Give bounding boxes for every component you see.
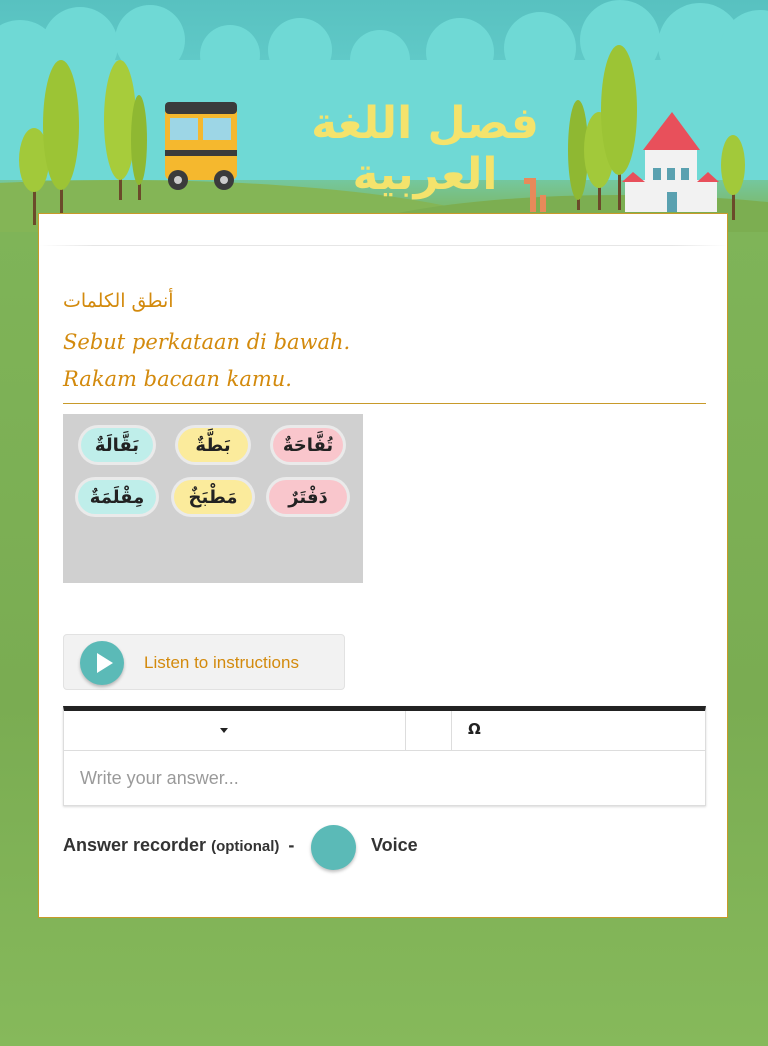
word-cloud: بَقَّالَةٌ	[81, 428, 153, 462]
answer-input[interactable]	[64, 751, 705, 805]
recorder-dash: -	[288, 835, 295, 855]
format-dropdown[interactable]	[64, 711, 406, 750]
recorder-optional-text: (optional)	[211, 838, 280, 855]
instruction-divider	[63, 403, 706, 404]
word-cloud: مِقْلَمَةٌ	[78, 480, 156, 514]
header-banner	[0, 0, 768, 232]
bus-illustration	[165, 102, 237, 190]
question-card	[38, 213, 728, 918]
page-title: فصل اللغة العربية	[311, 98, 539, 200]
special-character-button[interactable]: Ω	[468, 720, 481, 738]
caret-down-icon	[220, 728, 228, 733]
word-cloud: مَطْبَخٌ	[174, 480, 252, 514]
instruction-line-1: Sebut perkataan di bawah.	[63, 330, 351, 354]
toolbar-button[interactable]	[405, 711, 452, 750]
recorder-mode-label: Voice	[371, 835, 418, 855]
instruction-arabic: أنطق الكلمات	[63, 290, 174, 312]
answer-recorder	[63, 825, 703, 869]
listen-instructions-button[interactable]	[63, 634, 345, 690]
listen-button-label: Listen to instructions	[144, 653, 299, 672]
recorder-label-text: Answer recorder	[63, 835, 207, 855]
instruction-line-2: Rakam bacaan kamu.	[63, 367, 292, 391]
word-cloud-panel	[63, 414, 363, 583]
word-cloud: بَطَّةٌ	[178, 428, 248, 462]
word-cloud: دَفْتَرٌ	[269, 480, 347, 514]
answer-editor	[63, 706, 706, 806]
record-button[interactable]	[311, 825, 356, 870]
editor-toolbar	[64, 711, 705, 751]
recorder-label	[63, 835, 294, 856]
word-cloud: تُفَّاحَةٌ	[273, 428, 343, 462]
card-divider	[39, 245, 727, 246]
play-icon[interactable]	[80, 641, 124, 685]
